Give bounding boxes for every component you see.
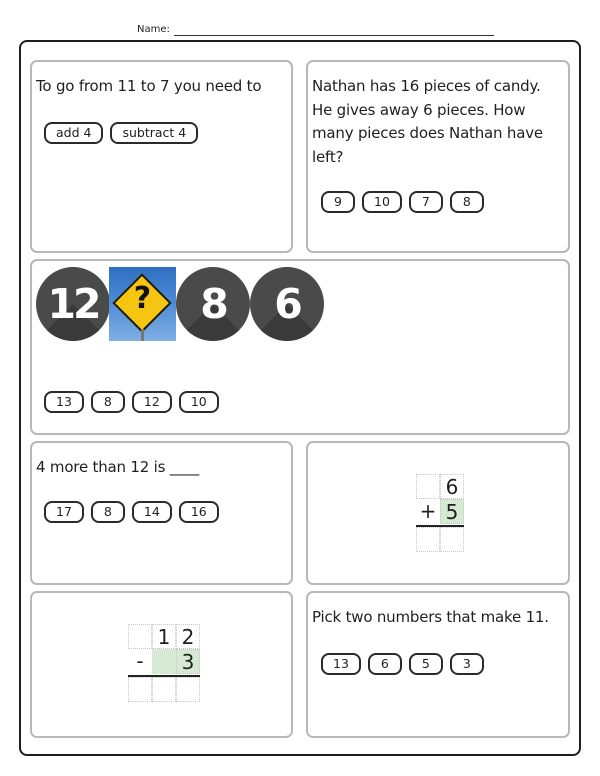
answer-cell[interactable]: [416, 527, 440, 552]
answer-choice[interactable]: 13: [321, 653, 361, 675]
answer-choice[interactable]: 3: [450, 653, 484, 675]
question-card-3: [30, 259, 570, 435]
sequence-number-1: 12: [36, 267, 110, 341]
answer-cell[interactable]: [152, 677, 176, 702]
sequence-number-4: 6: [250, 267, 324, 341]
prompt-line: many pieces does Nathan have: [312, 124, 543, 142]
question-card-1: [30, 60, 293, 253]
answer-choice[interactable]: 8: [91, 391, 125, 413]
answer-choice[interactable]: 9: [321, 191, 355, 213]
answer-cell[interactable]: [440, 527, 464, 552]
prompt-line: Nathan has 16 pieces of candy.: [312, 77, 541, 95]
answer-choice[interactable]: 17: [44, 501, 84, 523]
answer-cell[interactable]: [128, 677, 152, 702]
name-field[interactable]: [137, 24, 170, 35]
answer-cell[interactable]: [176, 677, 200, 702]
question-card-6: [30, 591, 293, 738]
question-card-5: [306, 441, 570, 585]
question-2-prompt: [312, 75, 543, 169]
digit-cell: 6: [440, 474, 464, 499]
question-4-prompt: 4 more than 12 is ____: [36, 458, 199, 476]
digit-cell: 2: [176, 624, 200, 649]
answer-choice[interactable]: 8: [91, 501, 125, 523]
prompt-line: He gives away 6 pieces. How: [312, 100, 526, 119]
question-7-prompt: Pick two numbers that make 11.: [312, 608, 549, 626]
minus-operator: -: [136, 649, 144, 673]
digit-cell: 1: [152, 624, 176, 649]
answer-choice[interactable]: 7: [409, 191, 443, 213]
plus-operator: +: [419, 499, 437, 523]
question-sign-icon: ?: [109, 267, 176, 341]
question-card-7: [306, 591, 570, 738]
answer-choice[interactable]: 14: [132, 501, 172, 523]
name-underline: [174, 35, 494, 36]
question-7-choices: [321, 653, 484, 675]
answer-choice[interactable]: 10: [179, 391, 219, 413]
digit-cell: [416, 474, 440, 499]
prompt-line: left?: [312, 147, 344, 166]
answer-choice[interactable]: add 4: [44, 122, 103, 144]
question-card-4: [30, 441, 293, 585]
digit-cell: 3: [176, 649, 200, 674]
question-card-2: [306, 60, 570, 253]
answer-choice[interactable]: 16: [179, 501, 219, 523]
answer-choice[interactable]: 5: [409, 653, 443, 675]
sequence-number-3: 8: [176, 267, 250, 341]
question-3-choices: [44, 391, 219, 413]
answer-choice[interactable]: 8: [450, 191, 484, 213]
digit-cell: 5: [440, 499, 464, 524]
answer-choice[interactable]: subtract 4: [110, 122, 198, 144]
answer-choice[interactable]: 13: [44, 391, 84, 413]
question-4-choices: [44, 501, 219, 523]
question-1-choices: [44, 122, 198, 144]
question-1-prompt: To go from 11 to 7 you need to: [36, 77, 262, 95]
answer-choice[interactable]: 10: [362, 191, 402, 213]
answer-choice[interactable]: 6: [368, 653, 402, 675]
answer-choice[interactable]: 12: [132, 391, 172, 413]
question-2-choices: [321, 191, 484, 213]
digit-cell: [128, 624, 152, 649]
name-label: Name:: [137, 24, 170, 35]
digit-cell: [152, 649, 176, 674]
